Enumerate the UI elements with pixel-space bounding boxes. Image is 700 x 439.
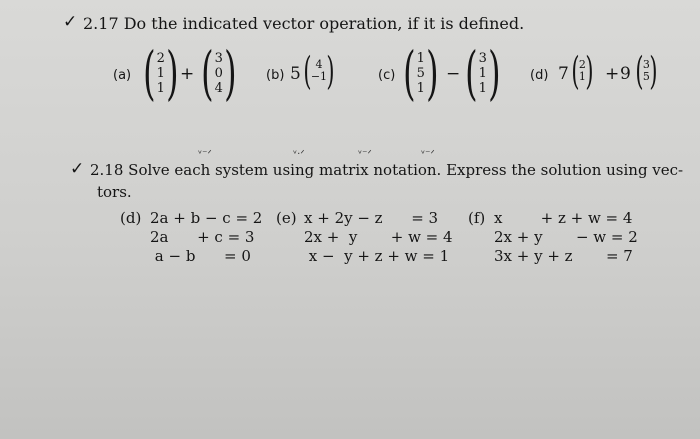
vector-d2-entry: 5	[642, 70, 650, 83]
system-e-label: (e)	[276, 209, 297, 227]
vector-b-entry: −1	[310, 70, 328, 83]
system-f	[494, 209, 638, 266]
part-a-label: (a)	[113, 68, 132, 83]
equation-line: x + z + w = 4	[494, 209, 633, 227]
equation-line: 2a + c = 3	[150, 228, 255, 246]
vector-d2-entry: 3	[642, 58, 650, 71]
vector-a1-entry: 1	[156, 65, 165, 81]
system-f-label: (f)	[468, 209, 486, 227]
scalar-d1: 7	[558, 64, 569, 84]
vector-c1-entry: 1	[416, 80, 425, 96]
minus-operator: −	[446, 64, 461, 84]
vector-a2-entry: 0	[214, 65, 223, 81]
system-d-label: (d)	[120, 209, 142, 227]
vector-c2-entry: 1	[478, 80, 487, 96]
vector-b: ( 4 −1 )	[303, 49, 335, 93]
part-c-label: (c)	[378, 68, 396, 83]
vector-c2-entry: 1	[478, 65, 487, 81]
vector-a2-entry: 4	[214, 80, 223, 96]
part-d-label: (d)	[530, 68, 549, 83]
equation-line: 2x + y + w = 4	[304, 228, 453, 246]
vector-c1: ( 1 5 1 )	[403, 39, 439, 107]
vector-c1-entry: 5	[416, 65, 425, 81]
pencil-mark: ᵛ⁻ᐟ	[358, 149, 372, 160]
problem-218-header: 2.18 Solve each system using matrix notation. Express the solution using vec-	[90, 161, 684, 179]
vector-b-entry: 4	[315, 58, 323, 71]
equation-line: 2a + b − c = 2	[150, 209, 263, 227]
vector-c2-entry: 3	[478, 50, 487, 66]
problem-218-header-cont: tors.	[97, 183, 132, 201]
checkmark-icon: ✓	[70, 159, 85, 179]
equation-line: 3x + y + z = 7	[494, 247, 633, 265]
equation-line: a − b = 0	[150, 247, 251, 265]
vector-a1: ( 2 1 1 )	[143, 39, 179, 107]
scalar-b: 5	[290, 64, 301, 84]
vector-a1-entry: 2	[156, 50, 165, 66]
vector-d1: ( 2 1 )	[571, 49, 594, 93]
problem-217-header: 2.17 Do the indicated vector operation, if it is defined.	[83, 14, 525, 33]
plus-operator: +	[180, 64, 195, 84]
part-b-label: (b)	[266, 68, 285, 83]
vector-a1-entry: 1	[156, 80, 165, 96]
checkmark-icon: ✓	[63, 12, 78, 32]
vector-d1-entry: 1	[578, 70, 586, 83]
equation-line: x − y + z + w = 1	[304, 247, 450, 265]
pencil-mark: ᵛ⁻ᐟ	[198, 149, 212, 160]
plus-operator-d: +	[605, 64, 620, 84]
vector-a2-entry: 3	[214, 50, 223, 66]
pencil-mark: ᵛ·ᐟ	[293, 149, 305, 160]
pencil-mark: ᵛ⁻ᐟ	[421, 149, 435, 160]
system-d	[150, 209, 262, 266]
vector-c1-entry: 1	[416, 50, 425, 66]
equation-line: 2x + y − w = 2	[494, 228, 638, 246]
vector-d2: ( 3 5 )	[635, 49, 658, 93]
vector-c2: ( 3 1 1 )	[465, 39, 501, 107]
equation-line: x + 2y − z = 3	[304, 209, 439, 227]
system-e	[304, 209, 453, 266]
vector-a2: ( 3 0 4 )	[201, 39, 237, 107]
scalar-d2: 9	[620, 64, 631, 84]
vector-d1-entry: 2	[578, 58, 586, 71]
